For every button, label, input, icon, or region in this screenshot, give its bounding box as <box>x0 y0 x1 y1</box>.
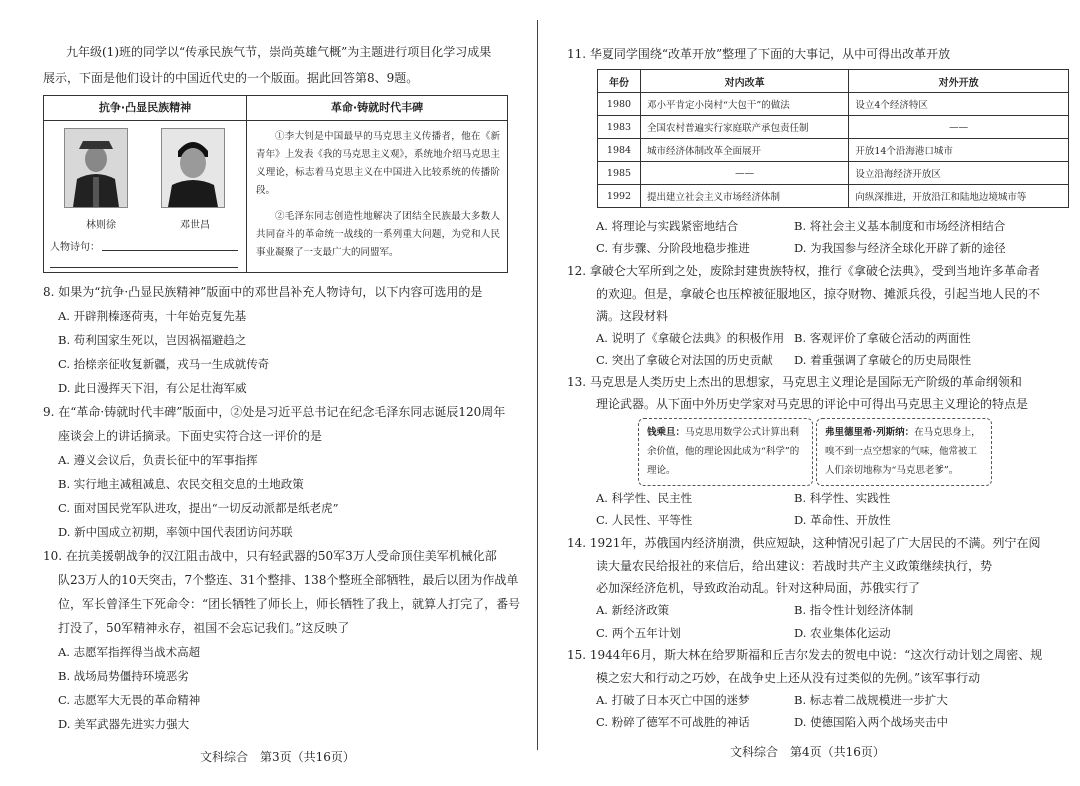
q10-stem-2: 队23万人的10天突击，7个整连、31个整排、138个整班全部牺牲，最后以团为作战单 <box>58 573 519 587</box>
right-page-footer: 文科综合 第4页（共16页） <box>730 745 885 759</box>
mao-zedong-paragraph: ②毛泽东同志创造性地解决了团结全民族最大多数人共同奋斗的革命统一战线的一系列重大问题，为党和人民事业凝聚了一支最广大的同盟军。 <box>256 211 500 258</box>
q13-option-b: B. 科学性、实践性 <box>794 491 891 505</box>
q11-option-b: B. 将社会主义基本制度和市场经济相结合 <box>794 219 1006 233</box>
cell-opening-up: 向纵深推进，开放沿江和陆地边境城市等 <box>849 185 1069 208</box>
q13-option-c: C. 人民性、平等性 <box>596 513 693 527</box>
table-row <box>598 116 1069 139</box>
poem-label: 人物诗句： <box>50 242 100 253</box>
li-dazhao-paragraph: ①李大钊是中国最早的马克思主义传播者，他在《新青年》上发表《我的马克思主义观》，系统地介绍马克思主义理论，标志着马克思主义在中国进入比较系统的传播阶段。 <box>256 131 500 196</box>
quote-box-qian-chengdan <box>638 418 813 486</box>
cell-internal-reform: 提出建立社会主义市场经济体制 <box>641 185 849 208</box>
q10-stem-4: 打没了，50军精神永存，祖国不会忘记我们。”这反映了 <box>58 621 350 635</box>
quote-author-lessner: 弗里德里希·列斯纳： <box>825 427 915 438</box>
left-page-footer: 文科综合 第3页（共16页） <box>200 750 355 764</box>
q14-option-b: B. 指令性计划经济体制 <box>794 603 914 617</box>
cell-year: 1980 <box>598 93 641 116</box>
table-header-left: 抗争·凸显民族精神 <box>44 96 246 121</box>
cell-internal-reform: —— <box>641 162 849 185</box>
q8-option-b: B. 苟利国家生死以，岂因祸福避趋之 <box>58 333 247 347</box>
portrait-image-icon <box>162 129 224 207</box>
cell-year: 1984 <box>598 139 641 162</box>
cell-opening-up: 开放14个沿海港口城市 <box>849 139 1069 162</box>
quote-text-qian: 马克思用数学公式计算出剩余价值，他的理论因此成为“科学”的理论。 <box>647 427 800 476</box>
q9-option-c: C. 面对国民党军队进攻，提出“一切反动派都是纸老虎” <box>58 501 339 515</box>
q15-option-a: A. 打破了日本灭亡中国的迷梦 <box>596 693 750 707</box>
cell-opening-up: —— <box>849 116 1069 139</box>
cell-opening-up: 设立沿海经济开放区 <box>849 162 1069 185</box>
poem-blank-line-1 <box>102 250 238 251</box>
cell-internal-reform: 全国农村普遍实行家庭联产承包责任制 <box>641 116 849 139</box>
q11-stem: 11. 华夏同学围绕“改革开放”整理了下面的大事记，从中可得出改革开放 <box>567 47 951 61</box>
table-row <box>598 185 1069 208</box>
q14-option-a: A. 新经济政策 <box>596 603 670 617</box>
q8-stem: 8. 如果为“抗争·凸显民族精神”版面中的邓世昌补充人物诗句，以下内容可选用的是 <box>43 285 483 299</box>
q9-option-d: D. 新中国成立初期，率领中国代表团访问苏联 <box>58 525 293 539</box>
portrait-image-icon <box>65 129 127 207</box>
q8-option-a: A. 开辟荆榛逐荷夷，十年始克复先基 <box>58 309 247 323</box>
q9-stem-1: 9. 在“革命·铸就时代丰碑”版面中，②处是习近平总书记在纪念毛泽东同志诞辰120周年 <box>43 405 506 419</box>
q11-option-c: C. 有步骤、分阶段地稳步推进 <box>596 241 750 255</box>
q11-option-a: A. 将理论与实践紧密地结合 <box>596 219 739 233</box>
q13-option-d: D. 革命性、开放性 <box>794 513 891 527</box>
column-header-internal-reform: 对内改革 <box>641 70 849 93</box>
q12-stem-1: 12. 拿破仑大军所到之处，废除封建贵族特权，推行《拿破仑法典》，受到当地许多革命者 <box>567 264 1040 278</box>
q15-stem-1: 15. 1944年6月，斯大林在给罗斯福和丘吉尔发去的贺电中说：“这次行动计划之周密、规 <box>567 648 1043 662</box>
cell-internal-reform: 邓小平肯定小岗村“大包干”的做法 <box>641 93 849 116</box>
q14-stem-1: 14. 1921年，苏俄国内经济崩溃，供应短缺，这种情况引起了广大居民的不满。列宁在阅 <box>567 536 1041 550</box>
table-row <box>598 162 1069 185</box>
q14-option-c: C. 两个五年计划 <box>596 626 681 640</box>
quote-text-lessner: 在马克思身上，嗅不到一点空想家的气味，他常被工人们亲切地称为“马克思老爹”。 <box>825 427 981 476</box>
q15-stem-2: 模之宏大和行动之巧妙，在战争史上还从没有过类似的先例。”该军事行动 <box>596 671 981 685</box>
q15-option-d: D. 使德国陷入两个战场夹击中 <box>794 715 949 729</box>
q11-option-d: D. 为我国参与经济全球化开辟了新的途径 <box>794 241 1006 255</box>
column-header-year: 年份 <box>598 70 641 93</box>
q13-option-a: A. 科学性、民主性 <box>596 491 693 505</box>
deng-shichang-portrait <box>161 128 225 208</box>
q12-option-c: C. 突出了拿破仑对法国的历史贡献 <box>596 353 773 367</box>
q12-option-b: B. 客观评价了拿破仑活动的两面性 <box>794 331 971 345</box>
q10-option-c: C. 志愿军大无畏的革命精神 <box>58 693 201 707</box>
q12-option-d: D. 着重强调了拿破仑的历史局限性 <box>794 353 972 367</box>
q10-option-a: A. 志愿军指挥得当战术高超 <box>58 645 201 659</box>
q9-option-a: A. 遵义会议后，负责长征中的军事指挥 <box>58 453 258 467</box>
q10-stem-1: 10. 在抗美援朝战争的汉江阻击战中，只有轻武器的50军3万人受命顶住美军机械化部 <box>43 549 497 563</box>
q14-option-d: D. 农业集体化运动 <box>794 626 891 640</box>
q10-option-d: D. 美军武器先进实力强大 <box>58 717 190 731</box>
q9-option-b: B. 实行地主减租减息、农民交租交息的土地政策 <box>58 477 304 491</box>
table-header-right: 革命·铸就时代丰碑 <box>247 96 507 121</box>
q13-stem-2: 理论武器。从下面中外历史学家对马克思的评论中可得出马克思主义理论的特点是 <box>596 397 1029 411</box>
q13-stem-1: 13. 马克思是人类历史上杰出的思想家，马克思主义理论是国际无产阶级的革命纲领和 <box>567 375 1022 389</box>
q8-option-d: D. 此日漫挥天下泪，有公足壮海军威 <box>58 381 247 395</box>
quote-author-qian: 钱乘旦： <box>647 427 686 438</box>
q12-stem-3: 满。这段材料 <box>596 309 669 323</box>
q12-option-a: A. 说明了《拿破仑法典》的积极作用 <box>596 331 785 345</box>
lin-zexu-portrait <box>64 128 128 208</box>
person-name-deng: 邓世昌 <box>180 220 210 231</box>
table-header-row <box>598 70 1069 93</box>
cell-opening-up: 设立4个经济特区 <box>849 93 1069 116</box>
q8-option-c: C. 抬榇亲征收复新疆，戎马一生成就传奇 <box>58 357 270 371</box>
cell-year: 1983 <box>598 116 641 139</box>
intro-line-2: 展示，下面是他们设计的中国近代史的一个版面。据此回答第8、9题。 <box>43 71 419 85</box>
right-page <box>540 0 1080 786</box>
q12-stem-2: 的欢迎。但是，拿破仑也压榨被征服地区，掠夺财物、摊派兵役，引起当地人民的不 <box>596 287 1041 301</box>
person-name-lin: 林则徐 <box>86 220 116 231</box>
column-header-opening-up: 对外开放 <box>849 70 1069 93</box>
cell-internal-reform: 城市经济体制改革全面展开 <box>641 139 849 162</box>
quote-box-friedrich-lessner <box>816 418 992 486</box>
q14-stem-2: 读大量农民给报社的来信后，给出建议：若战时共产主义政策继续执行，势 <box>596 559 993 573</box>
q10-option-b: B. 战场局势僵持环境恶劣 <box>58 669 189 683</box>
cell-year: 1985 <box>598 162 641 185</box>
q10-stem-3: 位，军长曾泽生下死命令：“团长牺牲了师长上，师长牺牲了我上，就算人打完了，番号 <box>58 597 521 611</box>
q15-option-c: C. 粉碎了德军不可战胜的神话 <box>596 715 750 729</box>
cell-year: 1992 <box>598 185 641 208</box>
intro-line-1: 九年级(1)班的同学以“传承民族气节，崇尚英雄气概”为主题进行项目化学习成果 <box>66 45 492 59</box>
table-row <box>598 139 1069 162</box>
reform-timeline-table <box>597 69 1069 208</box>
table-column-separator <box>246 96 247 272</box>
poem-blank-line-2 <box>50 267 238 268</box>
exhibit-board-table <box>43 95 508 273</box>
table-row <box>598 93 1069 116</box>
q9-stem-2: 座谈会上的讲话摘录。下面史实符合这一评价的是 <box>58 429 323 443</box>
q15-option-b: B. 标志着二战规模进一步扩大 <box>794 693 948 707</box>
q14-stem-3: 必加深经济危机，导致政治动乱。针对这种局面，苏俄实行了 <box>596 581 921 595</box>
